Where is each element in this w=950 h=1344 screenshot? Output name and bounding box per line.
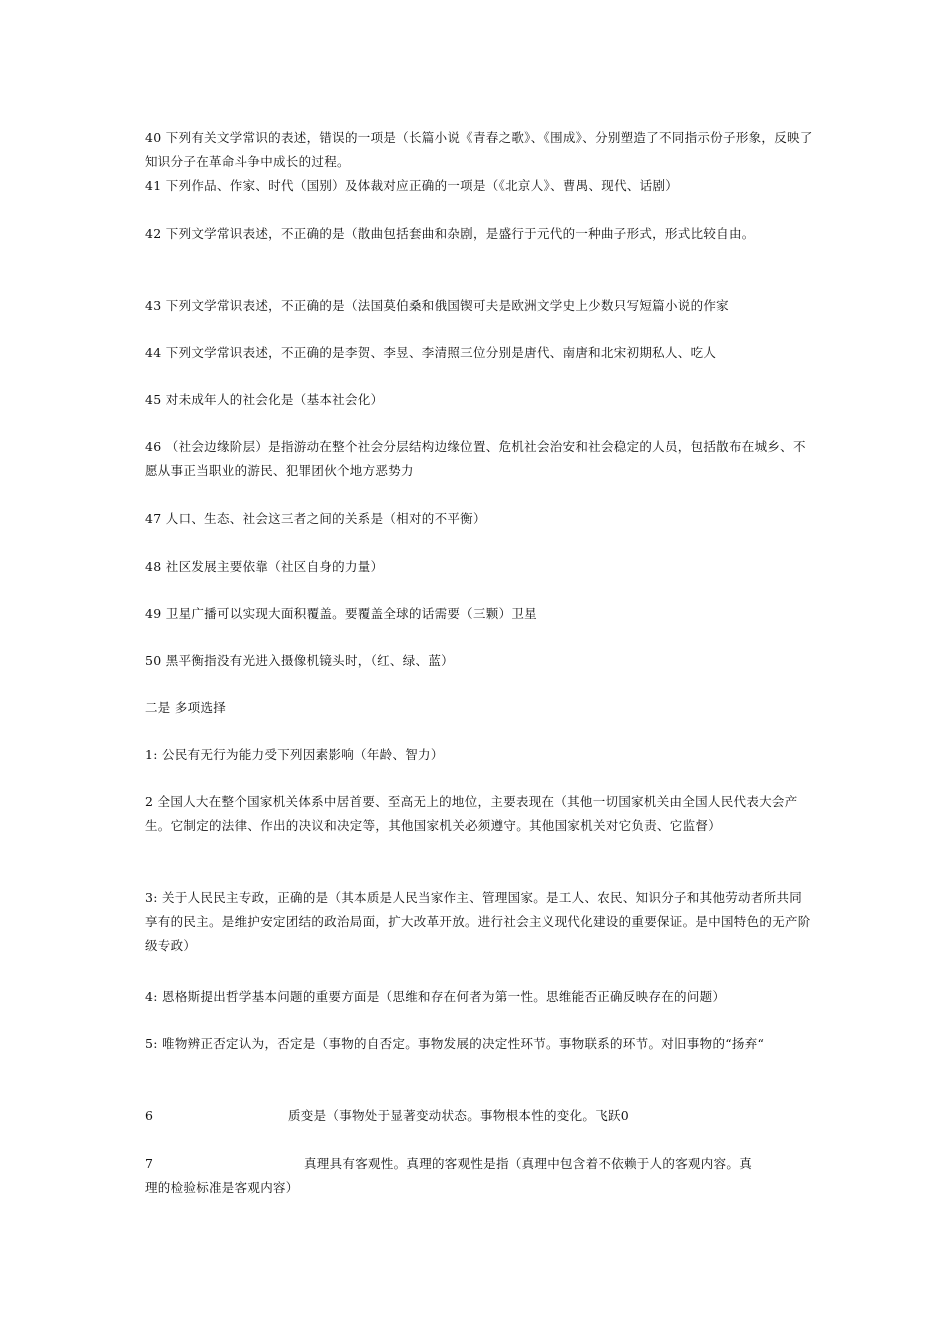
question-49: 49 卫星广播可以实现大面积覆盖。要覆盖全球的话需要（三颗）卫星 — [145, 606, 537, 621]
multi-question-6-number: 6 — [145, 1108, 153, 1123]
question-40: 40 下列有关文学常识的表述，错误的一项是（长篇小说《青春之歌》、《围成》、分别塑造了不同指示份子形象，反映了知识分子在革命斗争中成长的过程。 — [145, 130, 813, 169]
multi-question-1: 1: 公民有无行为能力受下列因素影响（年龄、智力） — [145, 747, 444, 762]
multi-question-3: 3: 关于人民民主专政，正确的是（其本质是人民当家作主、管理国家。是工人、农民、知识分子和其他劳动者所共同享有的民主。是维护安定团结的政治局面，扩大改革开放。进行社会主义现代化建设的重要保证。是中国特色的无产阶级专政） — [145, 890, 811, 953]
multi-question-7-text-line2: 理的检验标准是客观内容） — [145, 1180, 299, 1195]
multi-question-7-text-line1: 真理具有客观性。真理的客观性是指（真理中包含着不依赖于人的客观内容。真 — [304, 1156, 753, 1171]
question-43: 43 下列文学常识表述，不正确的是（法国莫伯桑和俄国锲可夫是欧洲文学史上少数只写短篇小说的作家 — [145, 298, 729, 313]
multi-question-5: 5: 唯物辨正否定认为，否定是（事物的自否定。事物发展的决定性环节。事物联系的环节。对旧事物的“扬弃“ — [145, 1036, 765, 1051]
question-41: 41 下列作品、作家、时代（国别）及体裁对应正确的一项是（《北京人》、曹禺、现代、话剧） — [145, 178, 679, 193]
section-heading-multiple-choice: 二是 多项选择 — [145, 700, 227, 715]
multi-question-2: 2 全国人大在整个国家机关体系中居首要、至高无上的地位，主要表现在（其他一切国家机关由全国人民代表大会产生。它制定的法律、作出的决议和决定等，其他国家机关必须遵守。其他国家机关对它负责、它监督） — [145, 794, 798, 833]
question-45: 45 对未成年人的社会化是（基本社会化） — [145, 392, 384, 407]
question-50: 50 黑平衡指没有光进入摄像机镜头时，（红、绿、蓝） — [145, 653, 454, 668]
question-46: 46 （社会边缘阶层）是指游动在整个社会分层结构边缘位置、危机社会治安和社会稳定的人员，包括散布在城乡、不愿从事正当职业的游民、犯罪团伙个地方恶势力 — [145, 439, 806, 478]
question-44: 44 下列文学常识表述，不正确的是李贺、李昱、李清照三位分别是唐代、南唐和北宋初期私人、吃人 — [145, 345, 717, 360]
question-47: 47 人口、生态、社会这三者之间的关系是（相对的不平衡） — [145, 511, 486, 526]
multi-question-6-text: 质变是（事物处于显著变动状态。事物根本性的变化。飞跃0 — [288, 1108, 630, 1123]
question-48: 48 社区发展主要依靠（社区自身的力量） — [145, 559, 384, 574]
multi-question-4: 4: 恩格斯提出哲学基本问题的重要方面是（思维和存在何者为第一性。思维能否正确反映存在的问题） — [145, 989, 726, 1004]
question-42: 42 下列文学常识表述，不正确的是（散曲包括套曲和杂剧，是盛行于元代的一种曲子形式，形式比较自由。 — [145, 226, 755, 241]
multi-question-7-number: 7 — [145, 1156, 153, 1171]
